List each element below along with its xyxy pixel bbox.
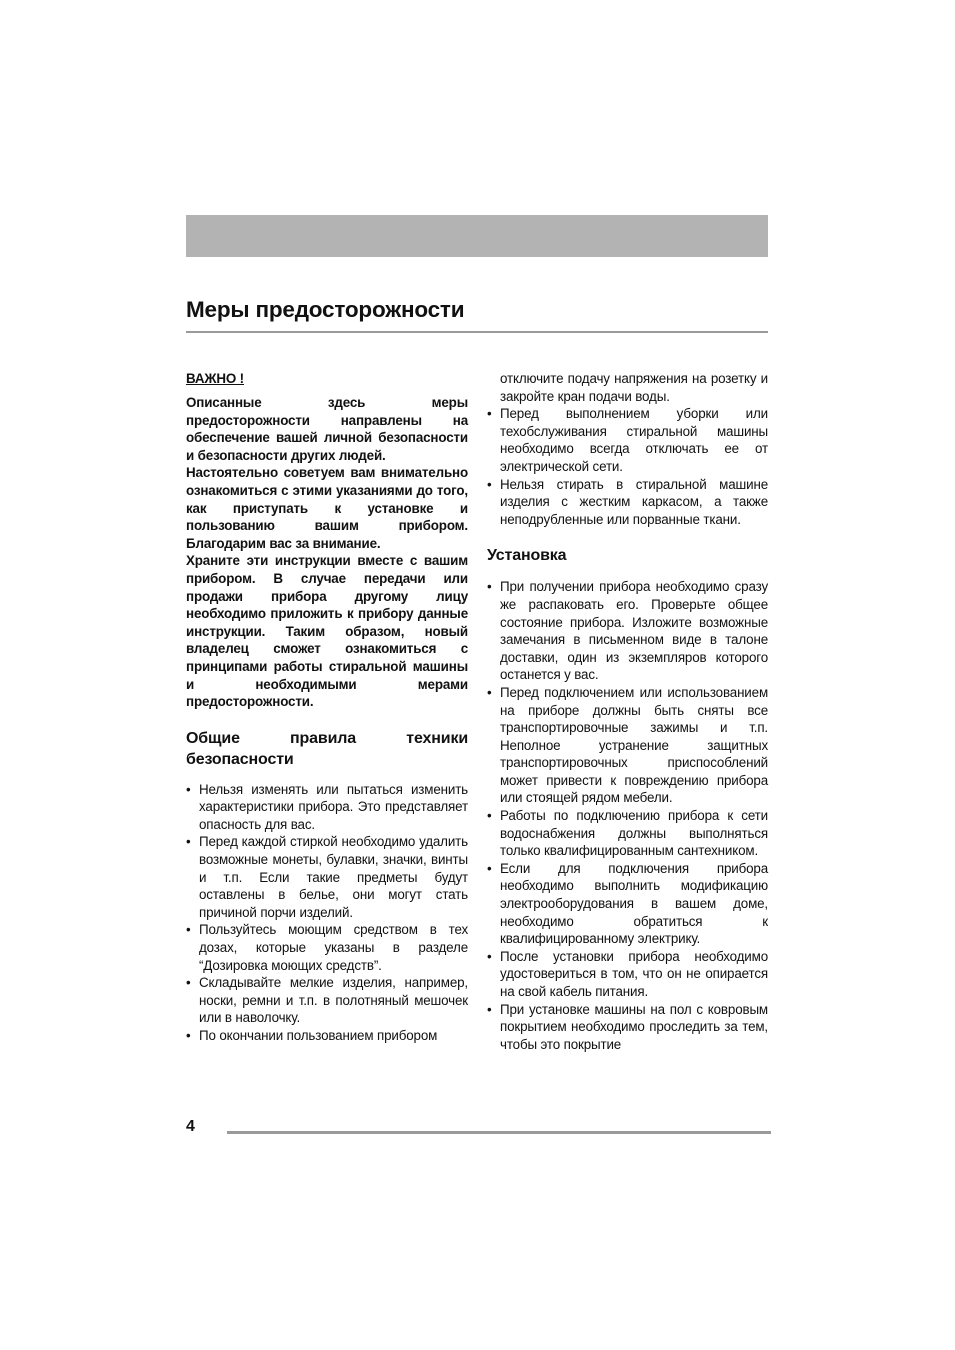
- list-item-text: Работы по подключению прибора к сети водоснабжения должны выполняться только квалифицированным сантехником.: [500, 808, 768, 859]
- list-item-text: После установки прибора необходимо удостовериться в том, что он не опирается на свой кабель питания.: [500, 948, 768, 999]
- bullet: •: [487, 406, 492, 422]
- footer-divider: [227, 1131, 771, 1134]
- list-item: [487, 578, 768, 684]
- list-item-text: Складывайте мелкие изделия, например, носки, ремни и т.п. в полотняный мешочек или в наволочку.: [199, 975, 468, 1026]
- list-item: [186, 921, 468, 974]
- list-item-text: Нельзя изменять или пытаться изменить характеристики прибора. Это представляет опасность для вас.: [199, 781, 468, 832]
- right-column: [487, 370, 768, 1053]
- list-item: [186, 974, 468, 1027]
- list-item: [186, 833, 468, 921]
- list-item-text: Нельзя стирать в стиральной машине изделия с жестким каркасом, а также неподрубленные или порванные ткани.: [500, 476, 768, 527]
- list-item-text: Пользуйтесь моющим средством в тех дозах, которые указаны в разделе “Дозировка моющих средств”.: [199, 922, 468, 973]
- important-label: ВАЖНО !: [186, 371, 244, 386]
- list-item-text: Перед выполнением уборки или техобслуживания стиральной машины необходимо всегда отключать ее от электрической сети.: [500, 406, 768, 474]
- bullet: •: [186, 781, 191, 797]
- page-title: Меры предосторожности: [186, 297, 465, 322]
- bullet: •: [186, 922, 191, 938]
- list-item-text: Перед каждой стиркой необходимо удалить возможные монеты, булавки, значки, винты и т.п. Если такие предметы будут оставлены в белье, они могут стать причиной порчи изделий.: [199, 834, 468, 920]
- list-item: [487, 1001, 768, 1054]
- installation-list: [487, 578, 768, 1053]
- list-item: [487, 684, 768, 807]
- intro-paragraph: Описанные здесь меры предосторожности направлены на обеспечение вашей личной безопасности и безопасности других людей.: [186, 395, 468, 463]
- bullet: •: [487, 808, 492, 824]
- list-item: [487, 807, 768, 860]
- list-item: [487, 405, 768, 475]
- bullet: •: [487, 860, 492, 876]
- list-item: [186, 1027, 468, 1045]
- list-item-text: Если для подключения прибора необходимо выполнить модификацию электрооборудования в вашем доме, необходимо обратиться к квалифицированному электрику.: [500, 860, 768, 947]
- bullet: •: [186, 975, 191, 991]
- general-safety-heading: Общие правила техники безопасности: [186, 729, 468, 768]
- bullet: •: [487, 1001, 492, 1017]
- intro-paragraph: Настоятельно советуем вам внимательно ознакомиться с этими указаниями до того, как приступать к установке и пользованию вашим прибором. Благодарим вас за внимание.: [186, 465, 468, 551]
- bullet: •: [487, 948, 492, 964]
- bullet: •: [487, 579, 492, 595]
- continued-text: отключите подачу напряжения на розетку и закройте кран подачи воды.: [500, 371, 768, 404]
- title-divider: [186, 331, 768, 333]
- list-item-text: При получении прибора необходимо сразу же распаковать его. Проверьте общее состояние прибора. Изложите возможные замечания в письменном виде в талоне доставки, один из экземпляров которого останется у вас.: [500, 579, 768, 683]
- general-safety-list: [186, 781, 468, 1045]
- list-item-text: При установке машины на пол с ковровым покрытием необходимо проследить за тем, чтобы это покрытие: [500, 1001, 768, 1052]
- bullet: •: [186, 834, 191, 850]
- page-number: 4: [186, 1118, 195, 1135]
- bullet: •: [186, 1028, 191, 1043]
- general-safety-list-continued: [487, 405, 768, 528]
- left-column: [186, 370, 468, 1045]
- list-item: [487, 948, 768, 1001]
- installation-heading: Установка: [487, 547, 567, 565]
- bullet: •: [487, 476, 492, 492]
- bullet: •: [487, 684, 492, 700]
- intro-paragraph: Храните эти инструкции вместе с вашим прибором. В случае передачи или продажи прибора другому лицу необходимо приложить к прибору данные инструкции. Таким образом, новый владелец сможет ознакомиться с принципами работы стиральной машины и необходимыми мерами предосторожности.: [186, 553, 468, 710]
- list-item: [186, 781, 468, 834]
- list-item-text: Перед подключением или использованием на приборе должны быть сняты все транспортировочные зажимы и т.п. Неполное устранение защитных транспортировочных приспособлений может привести к повреждению прибора или стоящей рядом мебели.: [500, 684, 768, 806]
- list-item: [487, 860, 768, 948]
- list-item-text: По окончании пользованием прибором: [199, 1028, 438, 1043]
- list-item: [487, 476, 768, 529]
- header-bar: [186, 215, 768, 257]
